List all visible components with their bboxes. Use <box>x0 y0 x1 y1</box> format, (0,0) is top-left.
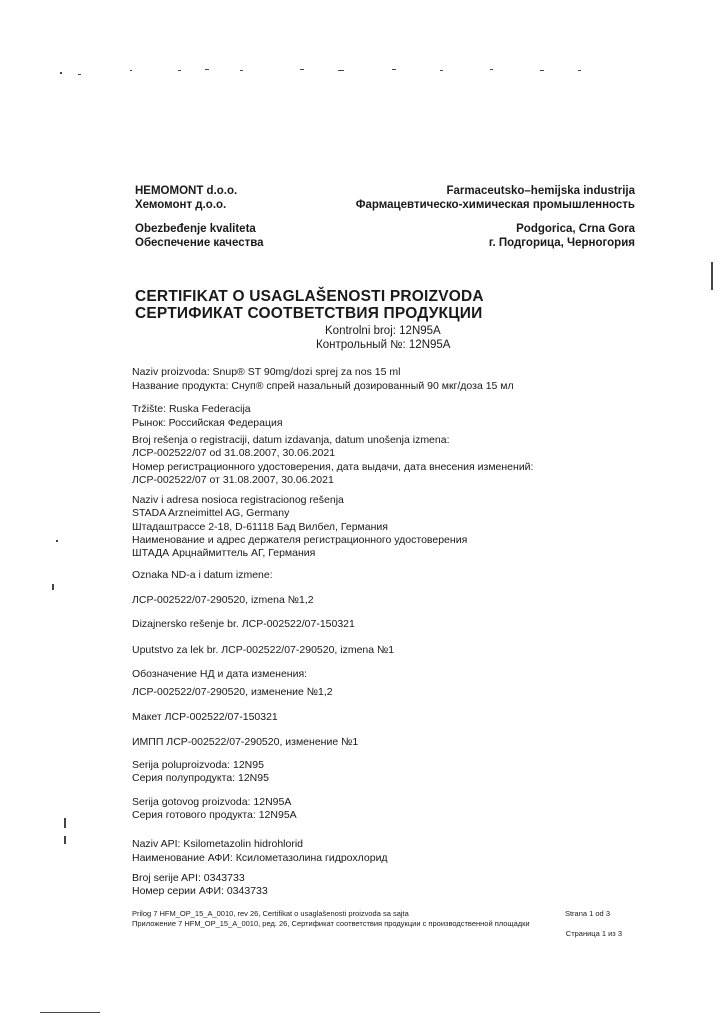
quality-dept-cyrillic: Обеспечение качества <box>135 237 264 249</box>
holder-address: Штадаштрассе 2-18, D-61118 Бад Вилбел, Германия <box>132 521 388 533</box>
api-name-cyrillic: Наименование АФИ: Ксилометазолина гидрохлорид <box>132 852 388 864</box>
scan-artifact <box>440 70 443 71</box>
scan-artifact <box>78 74 81 75</box>
scan-artifact <box>711 262 713 290</box>
nd-value-cyrillic: ЛСР-002522/07-290520, изменение №1,2 <box>132 686 333 698</box>
document-title-cyrillic: СЕРТИФИКАТ СООТВЕТСТВИЯ ПРОДУКЦИИ <box>135 305 483 322</box>
nd-value-latin: ЛСР-002522/07-290520, izmena №1,2 <box>132 594 314 606</box>
market-cyrillic: Рынок: Российская Федерация <box>132 417 283 429</box>
scan-artifact <box>64 818 66 828</box>
scan-artifact <box>240 70 243 71</box>
scan-artifact <box>300 69 304 70</box>
city-cyrillic: г. Подгорица, Черногория <box>488 237 635 249</box>
holder-name-latin: STADA Arzneimittel AG, Germany <box>132 507 290 519</box>
control-number-cyrillic: Контрольный №: 12N95A <box>316 339 451 351</box>
industry-latin: Farmaceutsko–hemijska industrija <box>446 185 635 197</box>
holder-label-latin: Naziv i adresa nosioca registracionog rešenja <box>132 494 344 506</box>
leaflet-number-cyrillic: ИМПП ЛСР-002522/07-290520, изменение №1 <box>132 736 359 748</box>
scan-artifact <box>205 69 209 70</box>
api-batch-latin: Broj serije API: 0343733 <box>132 872 245 884</box>
semi-product-batch-cyrillic: Серия полупродукта: 12N95 <box>132 772 269 784</box>
product-name-latin: Naziv proizvoda: Snup® ST 90mg/dozi sprej za nos 15 ml <box>132 366 401 378</box>
design-number-latin: Dizajnersko rešenje br. ЛСР-002522/07-150321 <box>132 618 355 630</box>
scan-artifact <box>578 70 581 71</box>
quality-dept-latin: Obezbeđenje kvaliteta <box>135 223 256 235</box>
footer-page-latin: Strana 1 od 3 <box>564 909 610 918</box>
nd-label-latin: Oznaka ND-a i datum izmene: <box>132 569 273 581</box>
industry-cyrillic: Фармацевтическо-химическая промышленность <box>355 199 635 211</box>
api-name-latin: Naziv API: Ksilometazolin hidrohlorid <box>132 838 303 850</box>
holder-label-cyrillic: Наименование и адрес держателя регистрационного удостоверения <box>132 534 468 546</box>
finished-product-batch-cyrillic: Серия готового продукта: 12N95A <box>132 809 297 821</box>
finished-product-batch-latin: Serija gotovog proizvoda: 12N95A <box>132 796 292 808</box>
registration-label-cyrillic: Номер регистрационного удостоверения, дата выдачи, дата внесения изменений: <box>132 461 534 473</box>
nd-label-cyrillic: Обозначение НД и дата изменения: <box>132 668 308 680</box>
scan-artifact <box>540 70 544 71</box>
product-name-cyrillic: Название продукта: Снуп® спрей назальный дозированный 90 мкг/доза 15 мл <box>132 380 514 392</box>
control-number-latin: Kontrolni broj: 12N95A <box>325 325 441 337</box>
registration-label-latin: Broj rešenja o registraciji, datum izdavanja, datum unošenja izmena: <box>132 434 450 446</box>
scan-artifact <box>40 1012 100 1013</box>
scan-artifact <box>392 69 396 70</box>
scan-artifact <box>60 72 62 74</box>
holder-name-cyrillic: ШТАДА Арцнаймиттель АГ, Германия <box>132 547 316 559</box>
design-number-cyrillic: Макет ЛСР-002522/07-150321 <box>132 711 278 723</box>
scan-artifact <box>64 836 66 844</box>
scan-artifact <box>490 69 493 70</box>
footer-page-cyrillic: Страница 1 из 3 <box>565 929 622 938</box>
registration-value-latin: ЛСР-002522/07 od 31.08.2007, 30.06.2021 <box>132 447 336 459</box>
company-name-cyrillic: Хемомонт д.о.о. <box>135 199 227 211</box>
scan-artifact <box>338 70 344 71</box>
footer-form-latin: Prilog 7 HFM_OP_15_A_0010, rev 26, Certifikat o usaglašenosti proizvoda sa sajta <box>132 909 409 918</box>
scan-artifact <box>178 70 181 71</box>
scan-artifact <box>56 540 58 542</box>
scan-artifact <box>52 584 54 590</box>
city-latin: Podgorica, Crna Gora <box>516 223 635 235</box>
api-batch-cyrillic: Номер серии АФИ: 0343733 <box>132 885 268 897</box>
leaflet-number-latin: Uputstvo za lek br. ЛСР-002522/07-290520, izmena №1 <box>132 644 395 656</box>
market-latin: Tržište: Ruska Federacija <box>132 403 251 415</box>
scan-artifact <box>130 70 132 71</box>
document-title-latin: CERTIFIKAT O USAGLAŠENOSTI PROIZVODA <box>135 288 484 305</box>
registration-value-cyrillic: ЛСР-002522/07 от 31.08.2007, 30.06.2021 <box>132 474 334 486</box>
company-name-latin: HEMOMONT d.o.o. <box>135 185 238 197</box>
footer-form-cyrillic: Приложение 7 HFM_OP_15_A_0010, ред. 26, Сертификат соответствия продукции с производственной площадки <box>132 919 530 928</box>
semi-product-batch-latin: Serija poluproizvoda: 12N95 <box>132 759 264 771</box>
